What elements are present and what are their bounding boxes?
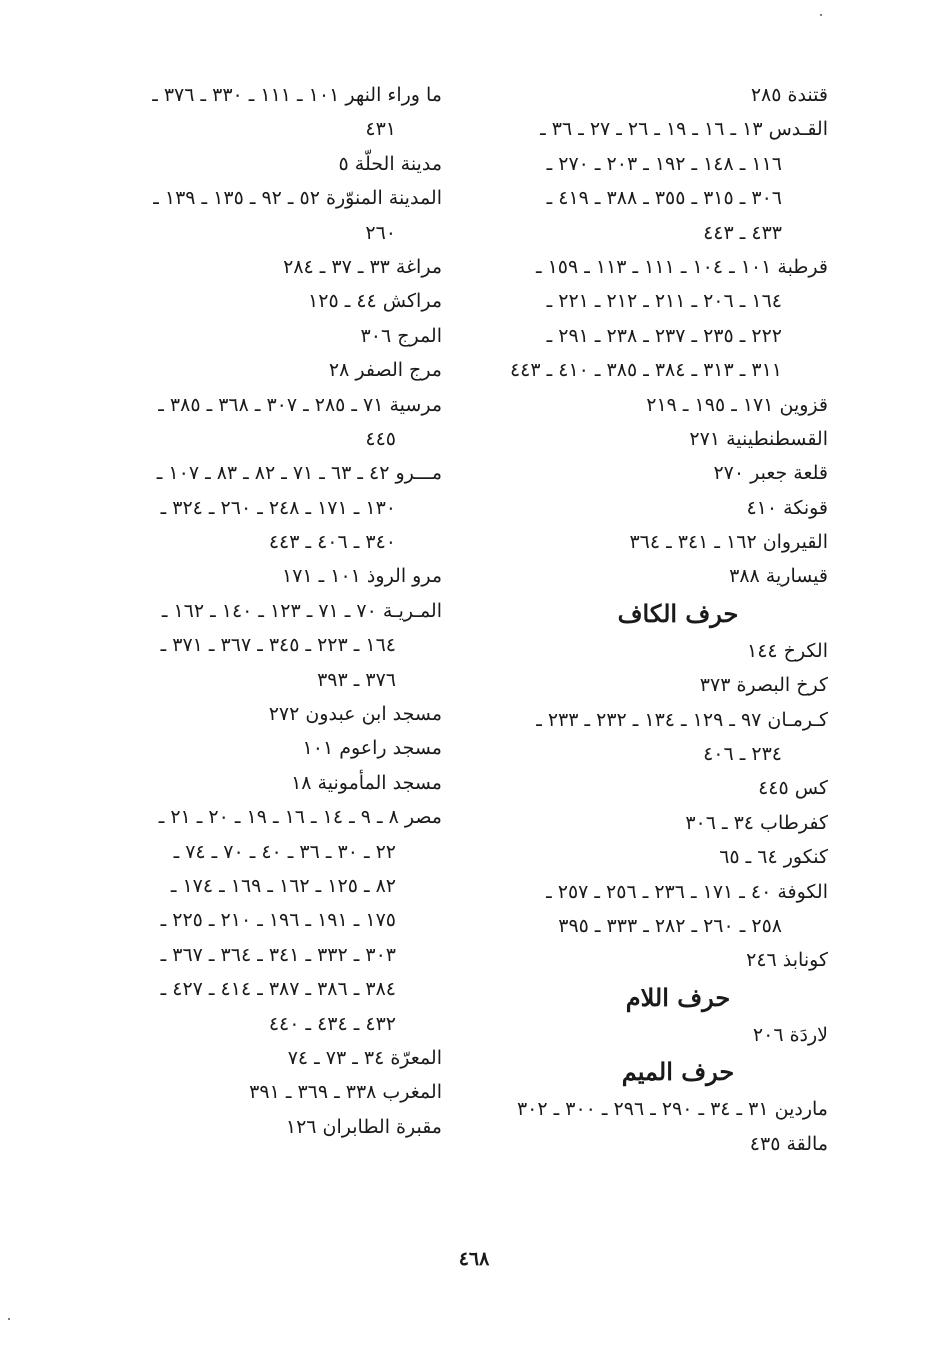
index-entry-continuation: ٣٠٦ ـ ٣١٥ ـ ٣٥٥ ـ ٣٨٨ ـ ٤١٩ ـ <box>546 187 782 210</box>
index-entry: المعرّة ٣٤ ـ ٧٣ ـ ٧٤ <box>287 1046 442 1069</box>
index-entry-continuation: ٤٤٥ <box>365 427 396 450</box>
index-entry: الكوفة ٤٠ ـ ١٧١ ـ ٢٣٦ ـ ٢٥٦ ـ ٢٥٧ ـ <box>546 880 828 903</box>
index-entry-continuation: ٣٨٤ ـ ٣٨٦ ـ ٣٨٧ ـ ٤١٤ ـ ٤٢٧ ـ <box>160 978 396 1001</box>
index-entry: مالقة ٤٣٥ <box>749 1132 828 1155</box>
index-entry-continuation: ١٣٠ ـ ١٧١ ـ ٢٤٨ ـ ٢٦٠ ـ ٣٢٤ ـ <box>160 496 396 519</box>
index-entry: مـــرو ٤٢ ـ ٦٣ ـ ٧١ ـ ٨٢ ـ ٨٣ ـ ١٠٧ ـ <box>156 462 442 485</box>
index-entry: المـريـة ٧٠ ـ ٧١ ـ ١٢٣ ـ ١٤٠ ـ ١٦٢ ـ <box>161 599 442 622</box>
index-entry: مقبرة الطابران ١٢٦ <box>285 1115 442 1138</box>
index-entry: القسطنطينية ٢٧١ <box>689 427 828 450</box>
index-entry: مرج الصفر ٢٨ <box>328 359 442 382</box>
scan-speck <box>8 1318 10 1320</box>
index-entry: ماردين ٣١ ـ ٣٤ ـ ٢٩٠ ـ ٢٩٦ ـ ٣٠٠ ـ ٣٠٢ <box>516 1098 828 1121</box>
index-entry: المرج ٣٠٦ <box>360 324 442 347</box>
index-entry: قزوين ١٧١ ـ ١٩٥ ـ ٢١٩ <box>646 393 828 416</box>
index-entry: كس ٤٤٥ <box>758 777 828 800</box>
index-entry-continuation: ٢٣٤ ـ ٤٠٦ <box>703 743 782 766</box>
index-entry-continuation: ١٧٥ ـ ١٩١ ـ ١٩٦ ـ ٢١٠ ـ ٢٢٥ ـ <box>160 909 396 932</box>
index-entry-continuation: ١٦٤ ـ ٢٠٦ ـ ٢١١ ـ ٢١٢ ـ ٢٢١ ـ <box>546 290 782 313</box>
index-entry: لاردَة ٢٠٦ <box>752 1023 828 1046</box>
index-entry: مصر ٨ ـ ٩ ـ ١٤ ـ ١٦ ـ ١٩ ـ ٢٠ ـ ٢١ ـ <box>158 806 442 829</box>
index-entry: مرسية ٧١ ـ ٢٨٥ ـ ٣٠٧ ـ ٣٦٨ ـ ٣٨٥ ـ <box>158 393 442 416</box>
index-column-right <box>488 78 828 1161</box>
index-entry: قيسارية ٣٨٨ <box>729 565 828 588</box>
page-number: ٤٦٨ <box>458 1248 490 1270</box>
section-heading: حرف اللام <box>625 982 731 1012</box>
section-heading: حرف الميم <box>621 1057 735 1087</box>
index-entry: قرطبة ١٠١ ـ ١٠٤ ـ ١١١ ـ ١١٣ ـ ١٥٩ ـ <box>535 255 828 278</box>
index-entry: القيروان ١٦٢ ـ ٣٤١ ـ ٣٦٤ <box>629 531 828 554</box>
index-entry: مدينة الحلّة ٥ <box>338 152 442 175</box>
index-entry-continuation: ٢٦٠ <box>365 221 396 244</box>
index-entry: مراغة ٣٣ ـ ٣٧ ـ ٢٨٤ <box>283 255 442 278</box>
index-entry-continuation: ٢٢ ـ ٣٠ ـ ٣٦ ـ ٤٠ ـ ٧٠ ـ ٧٤ ـ <box>173 840 396 863</box>
index-column-left <box>100 78 442 1144</box>
index-entry: ما وراء النهر ١٠١ ـ ١١١ ـ ٣٣٠ ـ ٣٧٦ ـ <box>152 84 442 106</box>
index-entry: قونكة ٤١٠ <box>746 496 828 519</box>
index-entry: قلعة جعبر ٢٧٠ <box>713 462 828 485</box>
index-entry-continuation: ٢٢٢ ـ ٢٣٥ ـ ٢٣٧ ـ ٢٣٨ ـ ٢٩١ ـ <box>546 324 782 347</box>
index-entry: كرخ البصرة ٣٧٣ <box>699 674 828 697</box>
index-entry-continuation: ٢٥٨ ـ ٢٦٠ ـ ٢٨٢ ـ ٣٣٣ ـ ٣٩٥ <box>558 914 782 937</box>
index-entry: الكرخ ١٤٤ <box>747 639 828 662</box>
index-entry-continuation: ٣١١ ـ ٣١٣ ـ ٣٨٤ ـ ٣٨٥ ـ ٤١٠ ـ ٤٤٣ <box>509 359 782 382</box>
index-entry-continuation: ٤٣٢ ـ ٤٣٤ ـ ٤٤٠ <box>268 1012 396 1035</box>
index-entry: المغرب ٣٣٨ ـ ٣٦٩ ـ ٣٩١ <box>249 1081 442 1104</box>
index-entry: المدينة المنوّرة ٥٢ ـ ٩٢ ـ ١٣٥ ـ ١٣٩ ـ <box>153 187 442 210</box>
index-entry: مسجد راعوم ١٠١ <box>302 737 442 760</box>
index-entry: قتندة ٢٨٥ <box>750 84 828 106</box>
index-entry-continuation: ٣٧٦ ـ ٣٩٣ <box>317 668 396 691</box>
index-entry: كنكور ٦٤ ـ ٦٥ <box>719 846 828 869</box>
section-heading: حرف الكاف <box>617 598 739 628</box>
index-entry: مسجد ابن عبدون ٢٧٢ <box>268 703 442 726</box>
index-entry-continuation: ٨٢ ـ ١٢٥ ـ ١٦٢ ـ ١٦٩ ـ ١٧٤ ـ <box>170 874 396 897</box>
index-entry-continuation: ٣٠٣ ـ ٣٣٢ ـ ٣٤١ ـ ٣٦٤ ـ ٣٦٧ ـ <box>160 943 396 966</box>
index-entry-continuation: ١٦٤ ـ ٢٢٣ ـ ٣٤٥ ـ ٣٦٧ ـ ٣٧١ ـ <box>160 634 396 657</box>
index-entry: كونابذ ٢٤٦ <box>746 949 828 972</box>
index-entry-continuation: ٣٤٠ ـ ٤٠٦ ـ ٤٤٣ <box>268 531 396 554</box>
index-entry: القـدس ١٣ ـ ١٦ ـ ١٩ ـ ٢٦ ـ ٢٧ ـ ٣٦ ـ <box>540 118 828 141</box>
index-entry: مسجد المأمونية ١٨ <box>291 771 442 794</box>
index-entry-continuation: ٤٣٣ ـ ٤٤٣ <box>703 221 782 244</box>
index-entry-continuation: ١١٦ ـ ١٤٨ ـ ١٩٢ ـ ٢٠٣ ـ ٢٧٠ ـ <box>546 152 782 175</box>
index-entry: كـرمـان ٩٧ ـ ١٢٩ ـ ١٣٤ ـ ٢٣٢ ـ ٢٣٣ ـ <box>536 708 828 731</box>
index-entry: مراكش ٤٤ ـ ١٢٥ <box>308 290 442 313</box>
index-entry-continuation: ٤٣١ <box>365 118 396 141</box>
scan-speck <box>820 14 822 16</box>
index-entry: كفرطاب ٣٤ ـ ٣٠٦ <box>685 811 828 834</box>
index-entry: مرو الروذ ١٠١ ـ ١٧١ <box>281 565 442 588</box>
